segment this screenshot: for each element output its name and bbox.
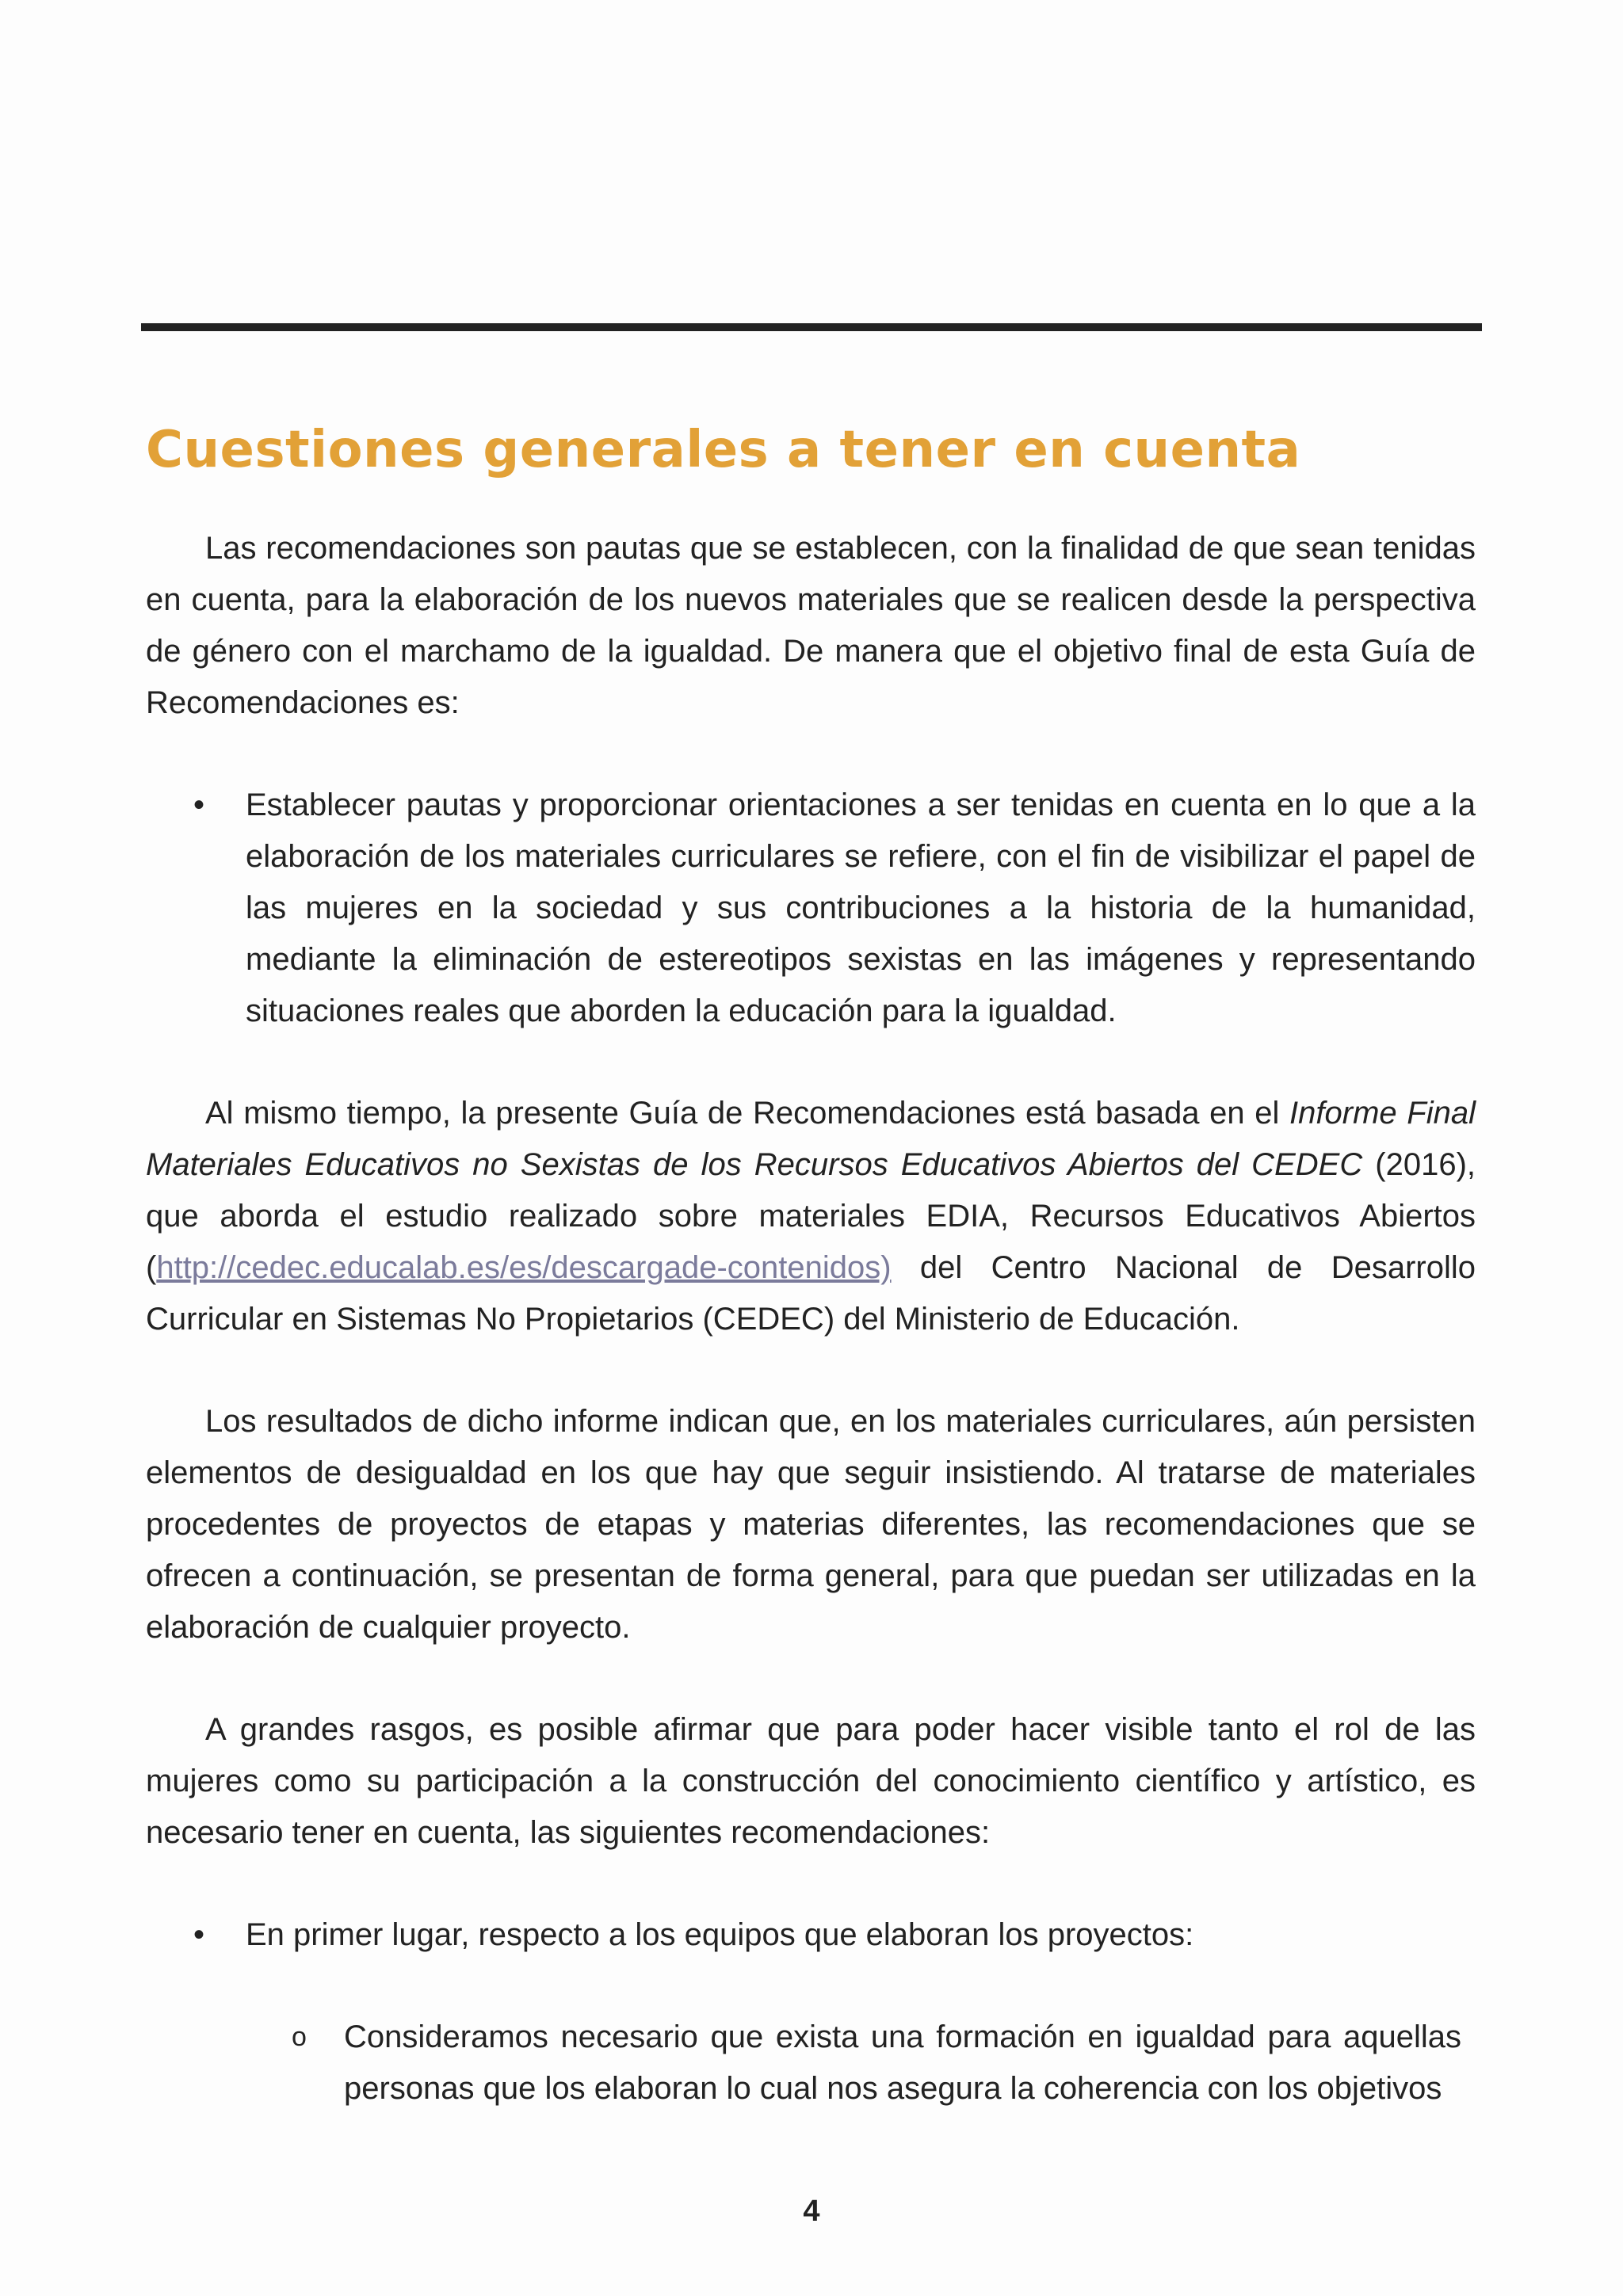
paragraph-informe: [146, 1088, 1476, 1345]
bullet-marker: •: [193, 1917, 205, 1952]
paragraph-rasgos: A grandes rasgos, es posible afirmar que para poder hacer visible tanto el rol de las mujeres como su participación a la construcción del conocimiento científico y artístico, es necesario tener en cuenta, las siguientes recomendaciones:: [146, 1712, 1476, 1850]
paragraph-intro: Las recomendaciones son pautas que se establecen, con la finalidad de que sean tenidas en cuenta, para la elaboración de los nuevos materiales que se realicen desde la perspectiva de género con el marchamo de la igualdad. De manera que el objetivo final de esta Guía de Recomendaciones es:: [146, 531, 1476, 720]
paragraph-resultados: Los resultados de dicho informe indican que, en los materiales curriculares, aún persisten elementos de desigualdad en los que hay que seguir insistiendo. Al tratarse de materiales procedentes de proyectos de etapas y materias diferentes, las recomendaciones que se ofrecen a continuación, se presentan de forma general, para que puedan ser utilizadas en la elaboración de cualquier proyecto.: [146, 1404, 1476, 1645]
top-rule-divider: [141, 323, 1482, 331]
paragraph-informe-text-after: del Centro Nacional de Desarrollo Curricular en Sistemas No Propietarios (CEDEC) del Ministerio de Educación.: [146, 1250, 1476, 1337]
bullet-text: Establecer pautas y proporcionar orientaciones a ser tenidas en cuenta en lo que a la elaboración de los materiales curriculares se refiere, con el fin de visibilizar el papel de las mujeres en la sociedad y sus contribuciones a la historia de la humanidad, mediante la eliminación de estereotipos sexistas en las imágenes y representando situaciones reales que aborden la educación para la igualdad.: [246, 788, 1476, 1028]
sub-bullet-marker: o: [292, 2022, 307, 2052]
bullet-item-equipos: [146, 1909, 1476, 1961]
paragraph-informe-text-middle: (2016), que aborda el estudio realizado sobre materiales EDIA, Recursos Educativos Abiertos (: [146, 1147, 1476, 1285]
report-title-italic: Informe Final Materiales Educativos no Sexistas de los Recursos Educativos Abiertos del CEDEC: [146, 1096, 1476, 1182]
bullet-item-objective: [146, 780, 1476, 1037]
cedec-link[interactable]: http://cedec.educalab.es/es/descargade-contenidos): [156, 1250, 892, 1285]
bullet-marker: •: [193, 788, 205, 822]
page-number: 4: [803, 2195, 820, 2228]
sub-bullet-text: Consideramos necesario que exista una formación en igualdad para aquellas personas que los elaboran lo cual nos asegura la coherencia con los objetivos: [344, 2019, 1461, 2106]
sub-bullet-item-formacion: [146, 2012, 1461, 2115]
paragraph-informe-text-before: Al mismo tiempo, la presente Guía de Recomendaciones está basada en el: [205, 1096, 1290, 1131]
section-heading: Cuestiones generales a tener en cuenta: [146, 421, 1301, 479]
bullet-text: En primer lugar, respecto a los equipos que elaboran los proyectos:: [246, 1917, 1194, 1952]
document-body: [146, 523, 1476, 2115]
